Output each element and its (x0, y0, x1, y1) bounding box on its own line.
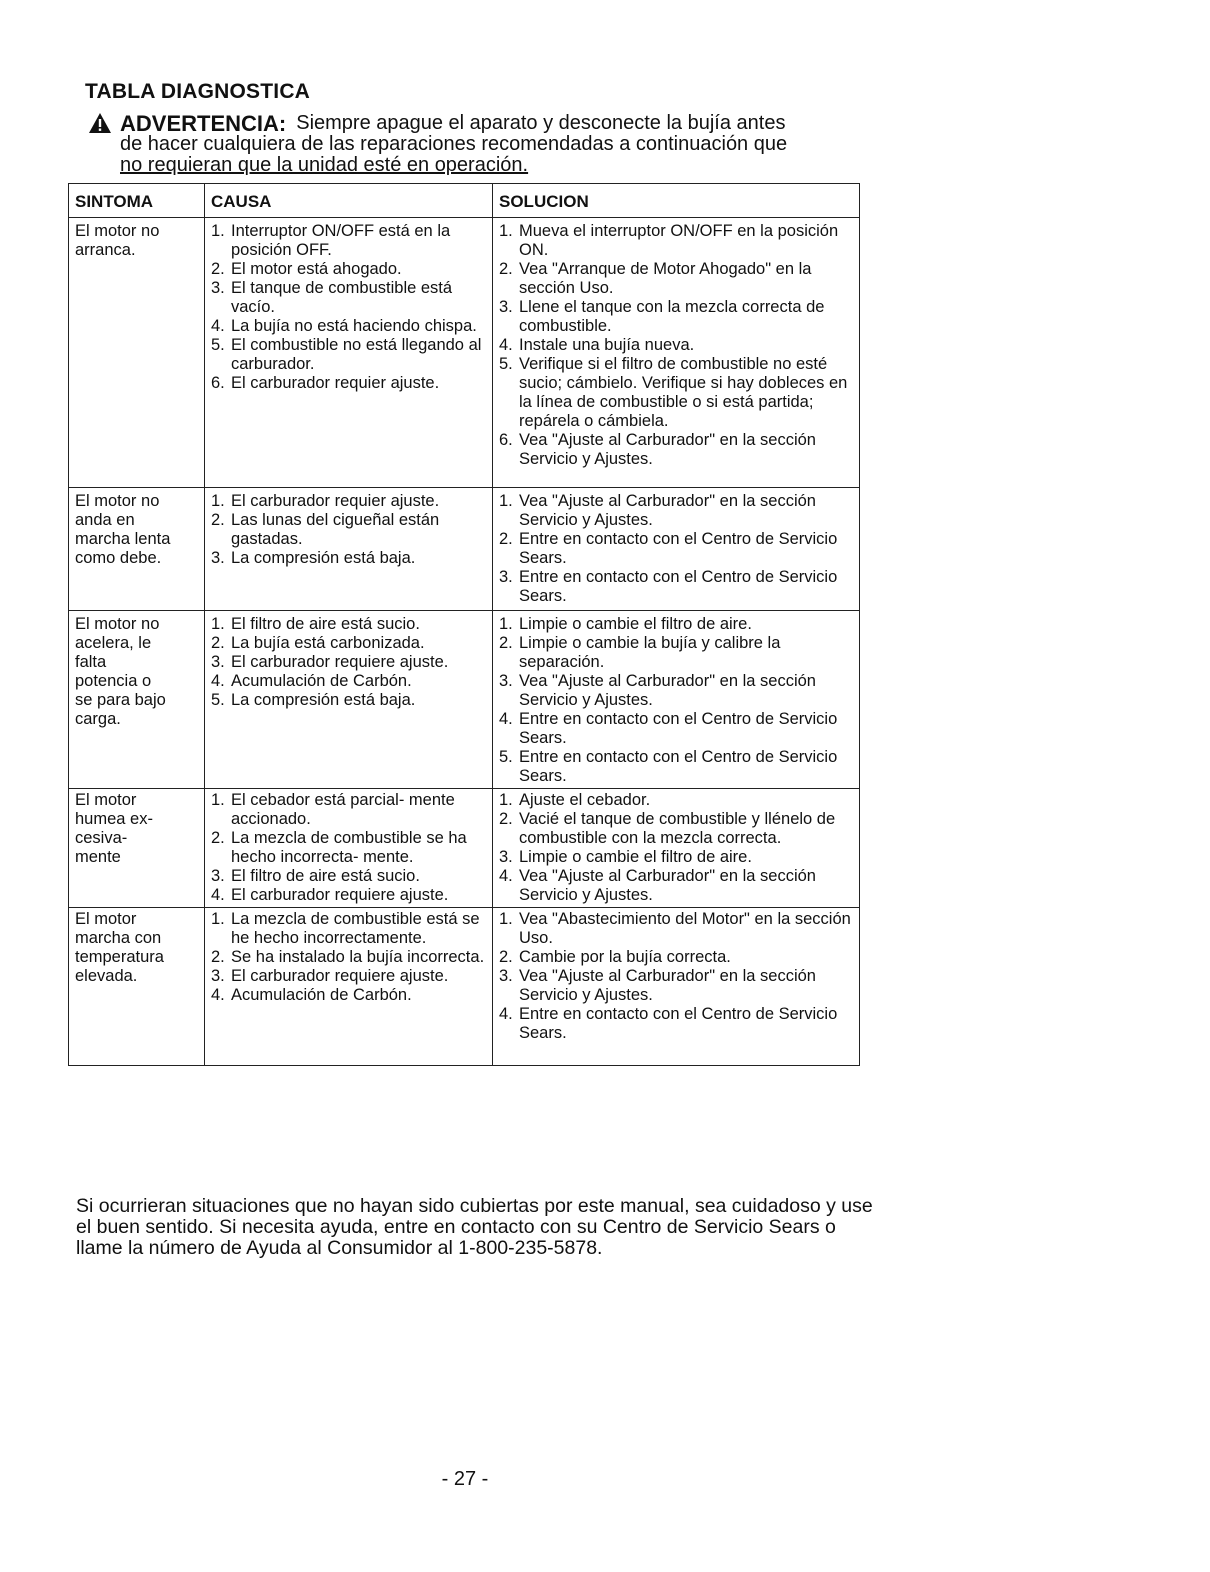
item-text: La mezcla de combustible está se he hecho incorrectamente. (231, 910, 480, 947)
solution-item (499, 222, 855, 260)
cause-item (211, 986, 488, 1005)
cause-item (211, 511, 488, 549)
item-text: Limpie o cambie el filtro de aire. (519, 848, 752, 866)
solution-item (499, 634, 855, 672)
page-number: - 27 - (441, 1468, 489, 1490)
item-text: Vea "Ajuste al Carburador" en la sección Servicio y Ajustes. (519, 492, 816, 529)
cause-item (211, 549, 488, 568)
item-text: Entre en contacto con el Centro de Servicio Sears. (519, 710, 838, 747)
warning-text-line3: no requieran que la unidad esté en operación. (120, 154, 529, 176)
item-text: Acumulación de Carbón. (231, 672, 412, 690)
item-number: 4. (211, 672, 225, 690)
solution-item (499, 910, 855, 948)
item-text: Vea "Ajuste al Carburador" en la sección Servicio y Ajustes. (519, 867, 816, 904)
item-text: La bujía no está haciendo chispa. (231, 317, 477, 335)
solution-item (499, 431, 855, 469)
item-number: 1. (211, 910, 225, 928)
item-text: Ajuste el cebador. (519, 791, 651, 809)
item-text: Entre en contacto con el Centro de Servicio Sears. (519, 568, 838, 605)
warning-first-line (88, 112, 858, 134)
cause-cell (205, 908, 493, 1066)
item-text: Las lunas del cigueñal están gastadas. (231, 511, 440, 548)
item-text: El combustible no está llegando al carburador. (231, 336, 482, 373)
item-number: 1. (211, 222, 225, 240)
solution-list (499, 791, 855, 905)
cause-item (211, 615, 488, 634)
item-number: 4. (499, 1005, 513, 1023)
table-header-row (69, 184, 860, 218)
cause-item (211, 791, 488, 829)
item-text: El cebador está parcial- mente accionado. (231, 791, 455, 828)
symptom-cell: El motor no arranca. (69, 218, 205, 488)
item-text: Llene el tanque con la mezcla correcta de combustible. (519, 298, 825, 335)
item-text: El carburador requiere ajuste. (231, 886, 449, 904)
solution-cell (493, 488, 860, 611)
solution-item (499, 810, 855, 848)
cause-item (211, 691, 488, 710)
item-number: 4. (211, 317, 225, 335)
solution-item (499, 848, 855, 867)
item-number: 5. (499, 355, 513, 373)
cause-item (211, 279, 488, 317)
item-number: 1. (499, 615, 513, 633)
symptom-cell: El motor no acelera, le falta potencia o se para bajo carga. (69, 611, 205, 789)
cause-item (211, 374, 488, 393)
item-text: Vacié el tanque de combustible y llénelo de combustible con la mezcla correcta. (519, 810, 836, 847)
item-text: El carburador requier ajuste. (231, 374, 440, 392)
item-number: 2. (211, 634, 225, 652)
item-text: Limpie o cambie la bujía y calibre la separación. (519, 634, 781, 671)
solution-item (499, 492, 855, 530)
item-number: 3. (211, 279, 225, 297)
cause-list (211, 222, 488, 393)
page-title: TABLA DIAGNOSTICA (85, 80, 311, 103)
item-number: 4. (499, 867, 513, 885)
item-number: 5. (499, 748, 513, 766)
item-text: El carburador requier ajuste. (231, 492, 440, 510)
item-text: La bujía está carbonizada. (231, 634, 425, 652)
cause-list (211, 791, 488, 905)
solution-cell (493, 908, 860, 1066)
item-text: Verifique si el filtro de combustible no esté sucio; cámbielo. Verifique si hay dobleces en la línea de combustible o si está partida; repárela o cámbiela. (519, 355, 848, 430)
solution-item (499, 615, 855, 634)
solution-list (499, 492, 855, 606)
item-number: 3. (211, 967, 225, 985)
item-number: 4. (211, 986, 225, 1004)
item-number: 2. (211, 260, 225, 278)
item-number: 2. (499, 530, 513, 548)
item-number: 4. (499, 710, 513, 728)
table-body (69, 218, 860, 1066)
cause-item (211, 867, 488, 886)
item-number: 3. (211, 549, 225, 567)
item-text: El tanque de combustible está vacío. (231, 279, 453, 316)
cause-item (211, 886, 488, 905)
item-number: 3. (499, 848, 513, 866)
cause-list (211, 615, 488, 710)
cause-item (211, 222, 488, 260)
item-text: Instale una bujía nueva. (519, 336, 695, 354)
item-number: 5. (211, 336, 225, 354)
footer-note: Si ocurrieran situaciones que no hayan sido cubiertas por este manual, sea cuidadoso y use el buen sentido. Si necesita ayuda, entre en contacto con su Centro de Servicio Sears o llame la número de Ayuda al Consumidor al 1-800-235-5878. (76, 1195, 873, 1259)
solution-list (499, 910, 855, 1043)
item-number: 2. (499, 634, 513, 652)
item-text: Vea "Arranque de Motor Ahogado" en la sección Uso. (519, 260, 812, 297)
item-text: El filtro de aire está sucio. (231, 615, 420, 633)
item-text: La compresión está baja. (231, 691, 416, 709)
item-number: 1. (499, 791, 513, 809)
item-text: Mueva el interruptor ON/OFF en la posición ON. (519, 222, 839, 259)
table-row (69, 789, 860, 908)
item-number: 3. (211, 653, 225, 671)
item-number: 1. (499, 222, 513, 240)
solution-item (499, 298, 855, 336)
cause-item (211, 492, 488, 511)
cause-item (211, 948, 488, 967)
table-row (69, 908, 860, 1066)
item-number: 1. (499, 910, 513, 928)
cause-item (211, 967, 488, 986)
header-solution: SOLUCION (493, 184, 860, 218)
solution-item (499, 355, 855, 431)
item-number: 1. (211, 791, 225, 809)
item-text: El motor está ahogado. (231, 260, 402, 278)
cause-list (211, 910, 488, 1005)
item-number: 2. (499, 948, 513, 966)
cause-cell (205, 218, 493, 488)
cause-item (211, 260, 488, 279)
item-number: 1. (211, 615, 225, 633)
cause-cell (205, 611, 493, 789)
item-text: La mezcla de combustible se ha hecho incorrecta- mente. (231, 829, 467, 866)
item-text: Entre en contacto con el Centro de Servicio Sears. (519, 1005, 838, 1042)
cause-item (211, 336, 488, 374)
item-text: Interruptor ON/OFF está en la posición OFF. (231, 222, 451, 259)
solution-item (499, 568, 855, 606)
solution-list (499, 222, 855, 469)
diagnostic-table (68, 183, 860, 1066)
item-number: 3. (499, 967, 513, 985)
item-text: Entre en contacto con el Centro de Servicio Sears. (519, 748, 838, 785)
cause-item (211, 634, 488, 653)
item-number: 4. (499, 336, 513, 354)
item-text: El carburador requiere ajuste. (231, 653, 449, 671)
solution-cell (493, 789, 860, 908)
symptom-cell: El motor humea ex- cesiva- mente (69, 789, 205, 908)
cause-item (211, 910, 488, 948)
solution-item (499, 791, 855, 810)
header-cause: CAUSA (205, 184, 493, 218)
item-number: 2. (499, 260, 513, 278)
solution-item (499, 948, 855, 967)
item-number: 5. (211, 691, 225, 709)
cause-cell (205, 789, 493, 908)
symptom-cell: El motor no anda en marcha lenta como debe. (69, 488, 205, 611)
item-number: 1. (211, 492, 225, 510)
item-text: Cambie por la bujía correcta. (519, 948, 731, 966)
item-number: 2. (499, 810, 513, 828)
solution-item (499, 530, 855, 568)
item-text: El carburador requiere ajuste. (231, 967, 449, 985)
cause-item (211, 317, 488, 336)
item-number: 2. (211, 511, 225, 529)
table-row (69, 218, 860, 488)
item-text: Limpie o cambie el filtro de aire. (519, 615, 752, 633)
solution-cell (493, 611, 860, 789)
item-number: 3. (499, 672, 513, 690)
item-number: 1. (499, 492, 513, 510)
solution-item (499, 867, 855, 905)
item-number: 3. (211, 867, 225, 885)
item-text: El filtro de aire está sucio. (231, 867, 420, 885)
solution-item (499, 967, 855, 1005)
item-text: Acumulación de Carbón. (231, 986, 412, 1004)
table-row (69, 611, 860, 789)
warning-label: ADVERTENCIA: (120, 110, 287, 136)
item-number: 3. (499, 298, 513, 316)
item-number: 4. (211, 886, 225, 904)
warning-triangle-icon (88, 112, 112, 134)
warning-text-line2: de hacer cualquiera de las reparaciones recomendadas a continuación que (120, 133, 788, 155)
item-text: Entre en contacto con el Centro de Servicio Sears. (519, 530, 838, 567)
cause-cell (205, 488, 493, 611)
item-text: Vea "Ajuste al Carburador" en la sección Servicio y Ajustes. (519, 672, 816, 709)
warning-text-line1: Siempre apague el aparato y desconecte la bujía antes (296, 111, 786, 134)
item-number: 2. (211, 829, 225, 847)
item-number: 6. (211, 374, 225, 392)
cause-item (211, 653, 488, 672)
item-text: Vea "Ajuste al Carburador" en la sección Servicio y Ajustes. (519, 431, 816, 468)
solution-cell (493, 218, 860, 488)
solution-item (499, 336, 855, 355)
solution-item (499, 748, 855, 786)
solution-list (499, 615, 855, 786)
solution-item (499, 710, 855, 748)
cause-item (211, 829, 488, 867)
solution-item (499, 1005, 855, 1043)
item-text: Vea "Abastecimiento del Motor" en la sección Uso. (519, 910, 851, 947)
header-symptom: SINTOMA (69, 184, 205, 218)
item-number: 6. (499, 431, 513, 449)
cause-list (211, 492, 488, 568)
item-number: 2. (211, 948, 225, 966)
item-text: Vea "Ajuste al Carburador" en la sección Servicio y Ajustes. (519, 967, 816, 1004)
cause-item (211, 672, 488, 691)
symptom-cell: El motor marcha con temperatura elevada. (69, 908, 205, 1066)
item-text: Se ha instalado la bujía incorrecta. (231, 948, 485, 966)
item-text: La compresión está baja. (231, 549, 416, 567)
solution-item (499, 672, 855, 710)
warning-block (88, 112, 858, 176)
table-row (69, 488, 860, 611)
solution-item (499, 260, 855, 298)
item-number: 3. (499, 568, 513, 586)
